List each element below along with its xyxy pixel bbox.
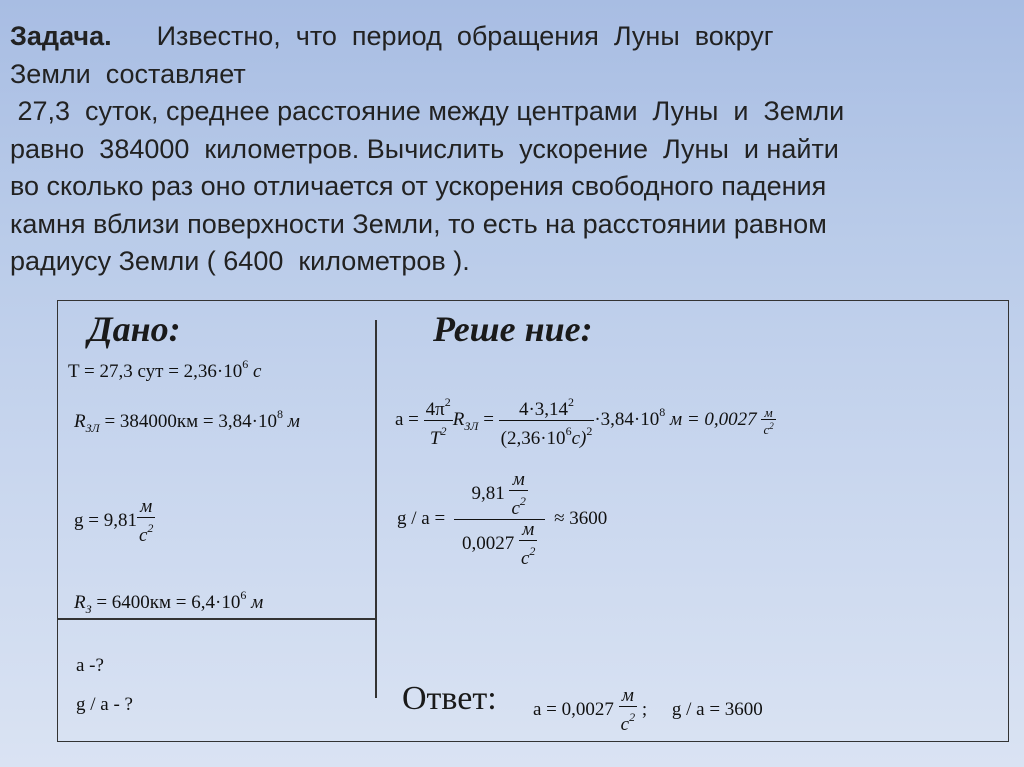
answer-unit-num: м: [619, 686, 637, 707]
given-gravity-unit-num: м: [137, 497, 155, 518]
solution-a-unit-den-base: с: [763, 421, 770, 437]
solution-a-num: [424, 392, 453, 421]
solution-a-den-base: T: [429, 428, 441, 449]
solution-a-rest: ·3,84·10: [594, 408, 660, 430]
given-period: [68, 357, 261, 383]
solution-a-num2: [499, 392, 595, 421]
solution-a-den2-end-exp: 2: [586, 424, 593, 438]
given-gravity-value: g = 9,81: [74, 509, 137, 531]
given-gravity: [74, 497, 155, 546]
solution-ga-num-unit-exp: 2: [519, 494, 526, 508]
given-period-exp: 6: [242, 357, 249, 371]
solution-a-fraction: [424, 392, 453, 449]
solution-a-unit-num: м: [761, 406, 775, 420]
solution-ga-fraction: [450, 470, 549, 569]
given-earth-radius-value: = 6400км = 6,4·10: [91, 592, 241, 613]
answer-values: [533, 686, 763, 735]
solution-ga-lhs: g / a =: [397, 507, 450, 529]
solution-a-den: [424, 421, 453, 449]
solution-a-den2-end: с): [571, 428, 587, 449]
problem-line-3: 27,3 суток, среднее расстояние между центрами Луны и Земли: [10, 96, 845, 126]
given-earth-radius: [74, 588, 263, 617]
given-period-unit: с: [248, 361, 262, 382]
answer-acceleration-unit: [619, 686, 637, 735]
solution-ga-den-unit-den-base: с: [520, 548, 530, 569]
given-gravity-unit: [137, 497, 155, 546]
find-ratio: g / a - ?: [76, 694, 133, 715]
solution-a-rest-exp: 8: [659, 404, 666, 419]
solution-ga-num-unit-num: м: [509, 470, 527, 491]
problem-label: Задача.: [10, 21, 112, 51]
given-distance-sub: ЗЛ: [85, 421, 100, 435]
solution-a-num-exp: 2: [444, 395, 451, 409]
answer-ratio: g / a = 3600: [671, 698, 763, 720]
answer-unit-den: [619, 707, 637, 735]
solution-a-unit-den: [761, 420, 775, 436]
solution-a-num2-base: 4·3,14: [518, 399, 569, 420]
solution-a-eq: =: [478, 408, 499, 430]
solution-ga-den: [454, 520, 545, 569]
problem-line-2: Земли составляет: [10, 58, 246, 89]
solution-a-num2-exp: 2: [568, 395, 575, 409]
given-gravity-unit-den-base: с: [138, 525, 148, 546]
problem-line-7: радиусу Земли ( 6400 километров ).: [10, 246, 470, 276]
problem-line-6: камня вблизи поверхности Земли, то есть на расстоянии равном: [10, 208, 827, 239]
find-acceleration: a -?: [76, 655, 104, 676]
solution-a-den2: [499, 421, 595, 449]
given-earth-radius-unit: м: [246, 592, 264, 613]
problem-text-1: Известно, что период обращения Луны вокруг: [156, 21, 774, 51]
solution-ga-den-unit-exp: 2: [529, 544, 536, 558]
given-distance-unit: м: [282, 411, 300, 432]
solution-a-den2-base: (2,36·10: [500, 428, 566, 449]
given-distance: [74, 407, 300, 436]
solution-a-result: м = 0,0027: [665, 408, 757, 430]
answer-unit-den-base: с: [620, 714, 630, 735]
given-distance-value: = 384000км = 3,84·10: [99, 411, 277, 432]
solution-ga-num-unit-den: [509, 491, 527, 519]
answer-label: Ответ:: [402, 680, 497, 717]
given-earth-radius-symbol: R: [74, 592, 86, 613]
given-gravity-unit-den-exp: 2: [147, 521, 154, 535]
solution-ga-result: ≈ 3600: [549, 507, 608, 529]
solution-a-unit-den-exp: 2: [769, 420, 774, 431]
answer-unit-den-exp: 2: [629, 710, 636, 724]
solution-ga-den-unit: [519, 520, 537, 569]
problem-statement: [10, 18, 1010, 281]
solution-a-den2-exp: 6: [565, 424, 572, 438]
solution-a-fraction2: [499, 392, 595, 449]
horizontal-divider: [57, 618, 375, 620]
solution-ga-num-unit-den-base: с: [511, 498, 520, 519]
problem-line-4: равно 384000 километров. Вычислить ускорение Луны и найти: [10, 133, 839, 164]
problem-line-5: во сколько раз оно отличается от ускорения свободного падения: [10, 171, 827, 201]
solution-ga-den-unit-den: [519, 541, 537, 569]
given-heading: Дано:: [88, 309, 181, 349]
solution-acceleration: [395, 392, 776, 449]
answer-separator: ;: [637, 698, 648, 720]
solution-ga-den-unit-num: м: [519, 520, 537, 541]
given-period-text: T = 27,3 сут = 2,36·10: [68, 361, 243, 382]
given-gravity-unit-den: [137, 518, 155, 546]
solution-a-unit: [761, 406, 775, 436]
given-distance-symbol: R: [74, 411, 86, 432]
given-earth-radius-sub: З: [85, 602, 92, 616]
solution-heading: Реше ние:: [433, 309, 593, 349]
solution-a-r: R: [452, 408, 465, 430]
solution-a-num-base: 4π: [425, 399, 445, 420]
problem-line-1: [10, 18, 1010, 56]
solution-ga-den-value: 0,0027: [461, 532, 515, 554]
solution-ga-num: [454, 470, 545, 520]
solution-ratio: [397, 470, 607, 569]
answer-acceleration: a = 0,0027: [533, 698, 614, 720]
solution-a-r-sub: ЗЛ: [464, 418, 479, 433]
vertical-divider: [375, 320, 377, 698]
given-earth-radius-exp: 6: [240, 588, 247, 602]
solution-ga-num-unit: [509, 470, 527, 519]
solution-a-lhs: a =: [395, 408, 424, 430]
given-distance-exp: 8: [276, 407, 283, 421]
solution-ga-num-value: 9,81: [471, 482, 505, 504]
solution-a-den-exp: 2: [440, 424, 447, 438]
